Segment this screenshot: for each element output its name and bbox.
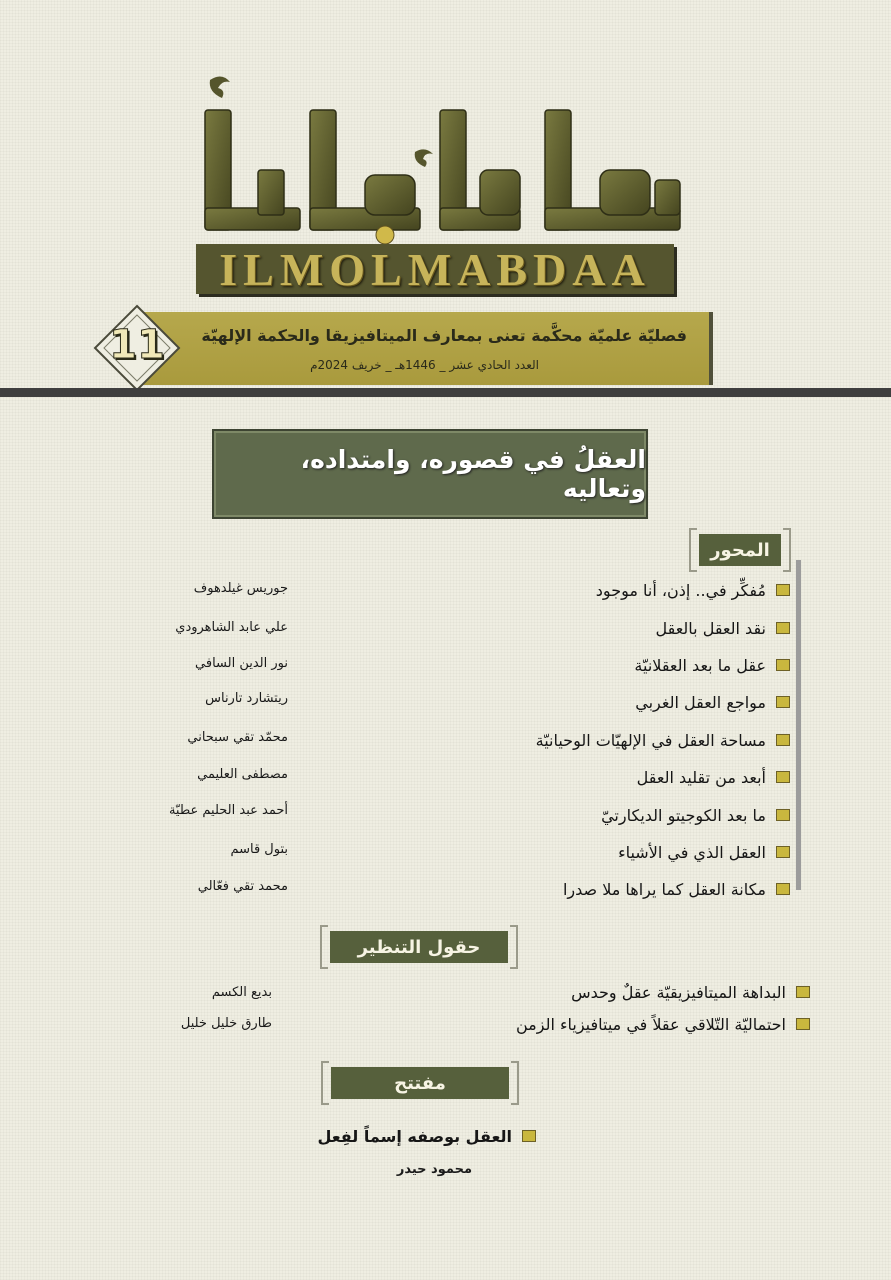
article-title: مساحة العقل في الإلهيّات الوحيانيّة [535, 730, 766, 750]
article-author: أحمد عبد الحليم عطيّة [168, 803, 288, 818]
section-heading-tanzir: حقول التنظير [330, 931, 508, 963]
list-item [536, 728, 790, 752]
bullet-icon [776, 734, 790, 746]
mihwar-list [300, 566, 790, 899]
journal-logo-latin: ILMOLMABDAA [196, 244, 674, 294]
list-item [516, 1012, 810, 1036]
bullet-icon [776, 622, 790, 634]
article-title: البداهة الميتافيزيقيّة عقلٌ وحدس [571, 982, 786, 1002]
journal-tagline: فصليّة علميّة محكَّمة تعنى بمعارف الميتافيزيقا والحكمة الإلهيّة [201, 326, 687, 345]
article-author: مصطفى العليمي [197, 767, 288, 782]
article-author: بتول قاسم [230, 842, 288, 857]
bullet-icon [776, 809, 790, 821]
issue-info: العدد الحادي عشر _ 1446هـ _ خريف 2024م [310, 358, 539, 372]
list-item [596, 578, 790, 602]
bullet-icon [776, 883, 790, 895]
list-item [601, 803, 790, 827]
article-title: أبعد من تقليد العقل [636, 767, 766, 787]
bullet-icon [776, 696, 790, 708]
article-title: مكانة العقل كما يراها ملا صدرا [562, 879, 766, 899]
bullet-icon [796, 1018, 810, 1030]
header-divider [0, 388, 891, 397]
article-title: نقد العقل بالعقل [655, 618, 766, 638]
article-author: محمّد تقي سبحاني [187, 730, 288, 745]
bullet-icon [776, 771, 790, 783]
bullet-icon [776, 846, 790, 858]
issue-theme-title: العقلُ في قصوره، وامتداده، وتعاليه [212, 429, 648, 519]
list-item [317, 1124, 536, 1148]
journal-logo-arabic [180, 70, 700, 260]
list-item [618, 840, 790, 864]
tanzir-list [400, 978, 810, 1038]
article-title: احتماليّة التّلاقي عقلاً في ميتافيزياء الزمن [515, 1014, 786, 1034]
article-author: محمد تقي فعّالي [197, 879, 288, 894]
article-author: جوريس غيلدهوف [193, 581, 288, 596]
list-item [635, 690, 790, 714]
list-item [634, 653, 790, 677]
article-author: بديع الكسم [211, 985, 272, 1000]
muftatah-list [300, 1124, 536, 1154]
bullet-icon [522, 1130, 536, 1142]
article-title: مواجع العقل الغربي [635, 692, 766, 712]
article-author: ريتشارد تارناس [205, 691, 288, 706]
section-rule-mihwar [796, 560, 801, 890]
article-title: ما بعد الكوجيتو الديكارتيّ [601, 805, 766, 825]
article-title: العقل بوصفه إسماً لفِعل [317, 1126, 512, 1146]
article-author: علي عابد الشاهرودي [175, 620, 288, 635]
article-title: العقل الذي في الأشياء [618, 842, 766, 862]
list-item [656, 616, 791, 640]
bullet-icon [776, 584, 790, 596]
issue-number: 11 [109, 322, 165, 368]
article-author: محمود حيدر [396, 1162, 472, 1177]
article-author: طارق خليل خليل [180, 1016, 272, 1031]
article-title: مُفكِّر في.. إذن، أنا موجود [595, 580, 766, 600]
section-heading-mihwar: المحور [699, 534, 781, 566]
bullet-icon [776, 659, 790, 671]
bullet-icon [796, 986, 810, 998]
list-item [571, 980, 810, 1004]
article-title: عقل ما بعد العقلانيّة [634, 655, 766, 675]
list-item [637, 765, 790, 789]
list-item [563, 877, 790, 901]
section-heading-muftatah: مفتتح [331, 1067, 509, 1099]
tagline-banner [143, 312, 713, 385]
article-author: نور الدين السافي [195, 656, 288, 671]
